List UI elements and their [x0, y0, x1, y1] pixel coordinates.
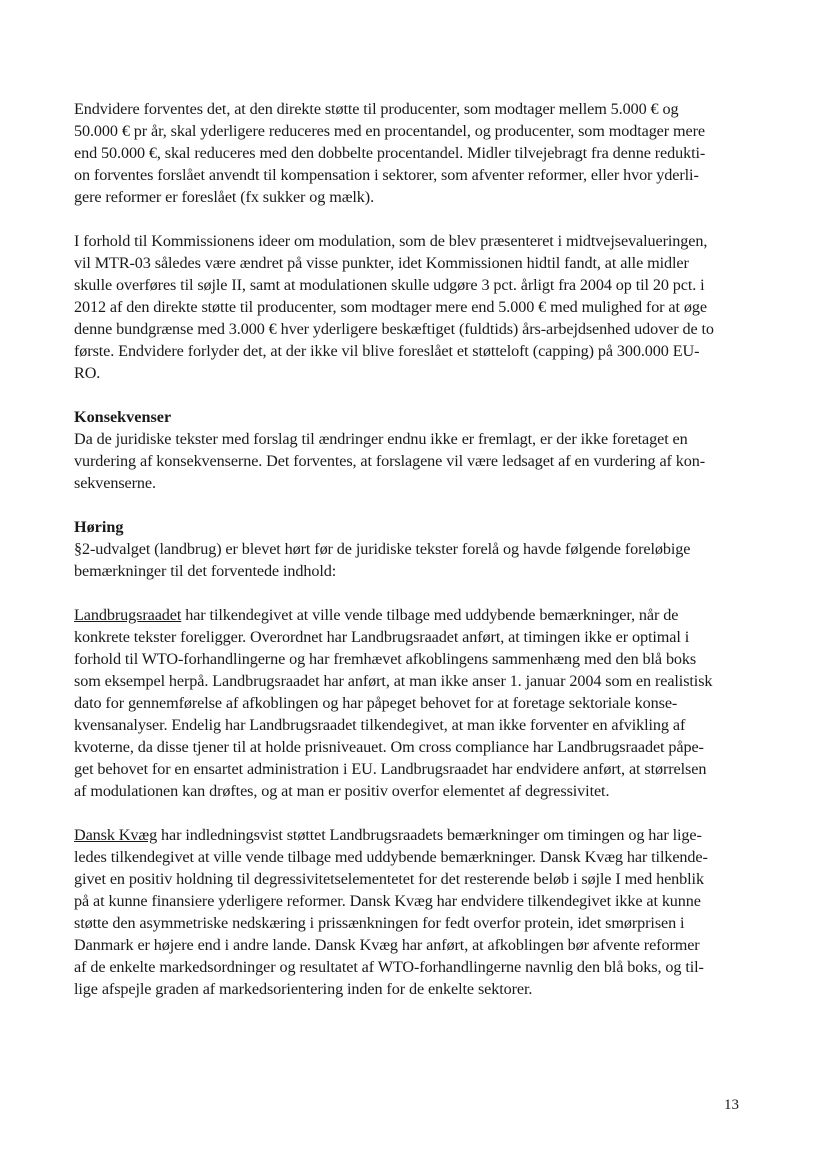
paragraph-modulation — [74, 230, 754, 384]
text-line: støtte den asymmetriske nedskæring i prissænkningen for fedt overfor protein, idet smørprisen i — [74, 914, 685, 932]
text-line: vurdering af konsekvenserne. Det forventes, at forslagene vil være ledsaget af en vurdering af kon- — [74, 452, 706, 470]
organisation-name-dansk-kvaeg: Dansk Kvæg — [74, 826, 158, 844]
document-page — [74, 98, 754, 1000]
text-line — [74, 824, 754, 846]
section-konsekvenser — [74, 406, 754, 494]
text-line: kvensanalyser. Endelig har Landbrugsraadet tilkendegivet, at man ikke forventer en afvikling af — [74, 716, 686, 734]
text-line: 2012 af den direkte støtte til producenter, som modtager mere end 5.000 € med mulighed for at øge — [74, 298, 707, 316]
text-line: konkrete tekster foreligger. Overordnet har Landbrugsraadet anført, at timingen ikke er optimal i — [74, 628, 690, 646]
text-line: Da de juridiske tekster med forslag til ændringer endnu ikke er fremlagt, er der ikke foretaget en — [74, 430, 688, 448]
text-line: givet en positiv holdning til degressivitetselementetet for det resterende beløb i søjle I med henblik — [74, 870, 704, 888]
text-line: vil MTR-03 således være ændret på visse punkter, idet Kommissionen hidtil fandt, at alle midler — [74, 254, 689, 272]
paragraph-direct-support — [74, 98, 754, 208]
text-line: gere reformer er foreslået (fx sukker og mælk). — [74, 188, 375, 206]
text-line: get behovet for en ensartet administration i EU. Landbrugsraadet har endvidere anført, at størrelsen — [74, 760, 707, 778]
text-line: Danmark er højere end i andre lande. Dansk Kvæg har anført, at afkoblingen bør afvente reformer — [74, 936, 700, 954]
text-line: Endvidere forventes det, at den direkte støtte til producenter, som modtager mellem 5.000 € og — [74, 100, 679, 118]
text-line: forhold til WTO-forhandlingerne og har fremhævet afkoblingens sammenhæng med den blå boks — [74, 650, 697, 668]
text-line: bemærkninger til det forventede indhold: — [74, 562, 337, 580]
text-line: on forventes forslået anvendt til kompensation i sektorer, som afventer reformer, eller hvor yderli- — [74, 166, 699, 184]
text-line: end 50.000 €, skal reduceres med den dobbelte procentandel. Midler tilvejebragt fra denne redukti- — [74, 144, 706, 162]
text-line: af modulationen kan drøftes, og at man er positiv overfor elementet af degressivitet. — [74, 782, 610, 800]
text-line: I forhold til Kommissionens ideer om modulation, som de blev præsenteret i midtvejsevalueringen, — [74, 232, 708, 250]
text-line: første. Endvidere forlyder det, at der ikke vil blive foreslået et støtteloft (capping) på 300.000 EU- — [74, 342, 700, 360]
text-line — [74, 604, 754, 626]
text-line: ledes tilkendegivet at ville vende tilbage med uddybende bemærkninger. Dansk Kvæg har tilkende- — [74, 848, 708, 866]
text-line-rest: har indledningsvist støttet Landbrugsraadets bemærkninger om timingen og har lige- — [157, 826, 702, 844]
text-line: §2-udvalget (landbrug) er blevet hørt før de juridiske tekster forelå og havde følgende foreløbige — [74, 540, 691, 558]
text-line: af de enkelte markedsordninger og resultatet af WTO-forhandlingerne navnlig den blå boks, og til- — [74, 958, 704, 976]
text-line: RO. — [74, 364, 101, 382]
text-line-rest: har tilkendegivet at ville vende tilbage med uddybende bemærkninger, når de — [181, 606, 679, 624]
section-heading-konsekvenser: Konsekvenser — [74, 408, 172, 426]
text-line: sekvenserne. — [74, 474, 156, 492]
section-heading-hoering: Høring — [74, 518, 124, 536]
paragraph-dansk-kvaeg — [74, 824, 754, 1000]
text-line: 50.000 € pr år, skal yderligere reduceres med en procentandel, og producenter, som modtager mere — [74, 122, 705, 140]
organisation-name-landbrugsraadet: Landbrugsraadet — [74, 606, 182, 624]
text-line: kvoterne, da disse tjener til at holde prisniveauet. Om cross compliance har Landbrugsraadet påpe- — [74, 738, 704, 756]
text-line: dato for gennemførelse af afkoblingen og har påpeget behovet for at foretage sektoriale konse- — [74, 694, 678, 712]
section-hoering — [74, 516, 754, 582]
paragraph-landbrugsraadet — [74, 604, 754, 802]
text-line: som eksempel herpå. Landbrugsraadet har anført, at man ikke anser 1. januar 2004 som en realistisk — [74, 672, 713, 690]
text-line: lige afspejle graden af markedsorientering inden for de enkelte sektorer. — [74, 980, 533, 998]
text-line: denne bundgrænse med 3.000 € hver yderligere beskæftiget (fuldtids) års-arbejdsenhed udover de to — [74, 320, 714, 338]
page-number: 13 — [724, 1097, 739, 1113]
text-line: på at kunne finansiere yderligere reformer. Dansk Kvæg har endvidere tilkendegivet ikke at kunne — [74, 892, 701, 910]
text-line: skulle overføres til søjle II, samt at modulationen skulle udgøre 3 pct. årligt fra 2004 op til 20 pct. i — [74, 276, 705, 294]
